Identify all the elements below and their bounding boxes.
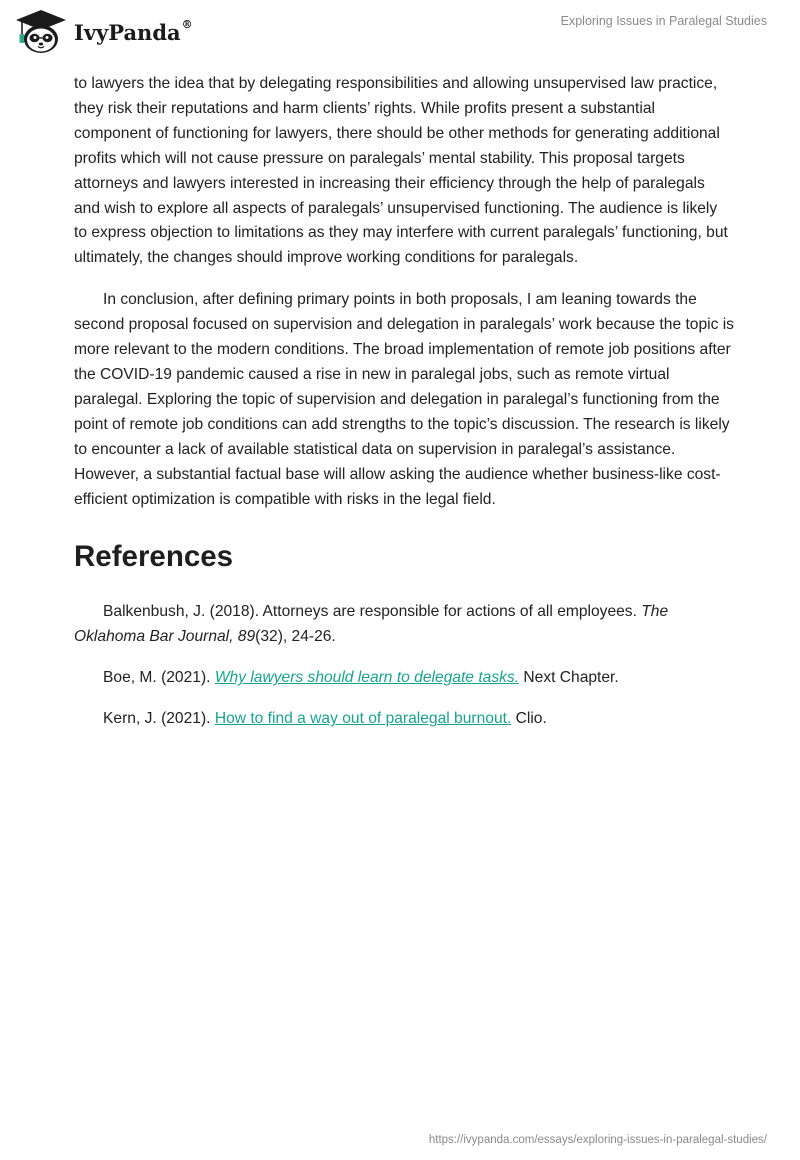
page-header — [0, 0, 800, 70]
document-title: Exploring Issues in Paralegal Studies — [560, 14, 767, 28]
reference-link[interactable] — [215, 669, 519, 686]
reference-text: Boe, M. (2021). — [103, 669, 215, 687]
reference-text: Kern, J. (2021). — [103, 710, 215, 728]
body-paragraph: to lawyers the idea that by delegating responsibilities and allowing unsupervised law practice, they risk their reputations and harm clients’ rights. While profits present a substantial component of functioning for lawyers, there should be other methods for generating additional profits which will not cause pressure on paralegals’ mental stability. This proposal targets attorneys and lawyers interested in increasing their efficiency through the help of paralegals and wish to explore all aspects of paralegals’ unsupervised functioning. The audience is likely to express objection to limitations as they may interfere with current paralegals’ functioning, but ultimately, the changes should improve working conditions for paralegals. — [74, 75, 728, 267]
reference-link-text: Why lawyers should learn to delegate tasks. — [214, 669, 520, 687]
reference-text: Balkenbush, J. (2018). Attorneys are responsible for actions of all employees. — [103, 603, 642, 621]
reference-item — [74, 666, 734, 691]
ivypanda-logo[interactable] — [14, 8, 193, 56]
essay-content — [74, 72, 734, 748]
reference-text-end: (32), 24-26. — [255, 628, 336, 646]
reference-journal: The Oklahoma Bar Journal, 89 — [74, 603, 669, 646]
references-heading: References — [74, 540, 234, 574]
reference-link[interactable]: How to find a way out of paralegal burnout. — [214, 710, 512, 728]
brand-name — [74, 17, 193, 45]
reference-text-end: Next Chapter. — [519, 669, 619, 687]
reference-text-end: Clio. — [511, 710, 547, 728]
registered-mark: ® — [181, 17, 193, 31]
reference-item — [74, 707, 734, 732]
conclusion-paragraph: In conclusion, after defining primary points in both proposals, I am leaning towards the second proposal focused on supervision and delegation in paralegals’ work because the topic is more relevant to the modern conditions. The broad implementation of remote job positions after the COVID-19 pandemic caused a rise in new in paralegal jobs, such as remote virtual paralegal. Exploring the topic of supervision and delegation in paralegal’s functioning from the point of remote job conditions can add strengths to the topic’s discussion. The research is likely to encounter a lack of available statistical data on supervision in paralegal’s assistance. However, a substantial factual base will allow asking the audience whether business-like cost-efficient optimization is compatible with risks in the legal field. — [74, 291, 734, 508]
panda-graduation-cap-icon — [14, 8, 68, 56]
footer-url[interactable]: https://ivypanda.com/essays/exploring-issues-in-paralegal-studies/ — [428, 1134, 767, 1146]
brand-text: IvyPanda — [74, 19, 181, 45]
reference-item — [74, 600, 734, 650]
